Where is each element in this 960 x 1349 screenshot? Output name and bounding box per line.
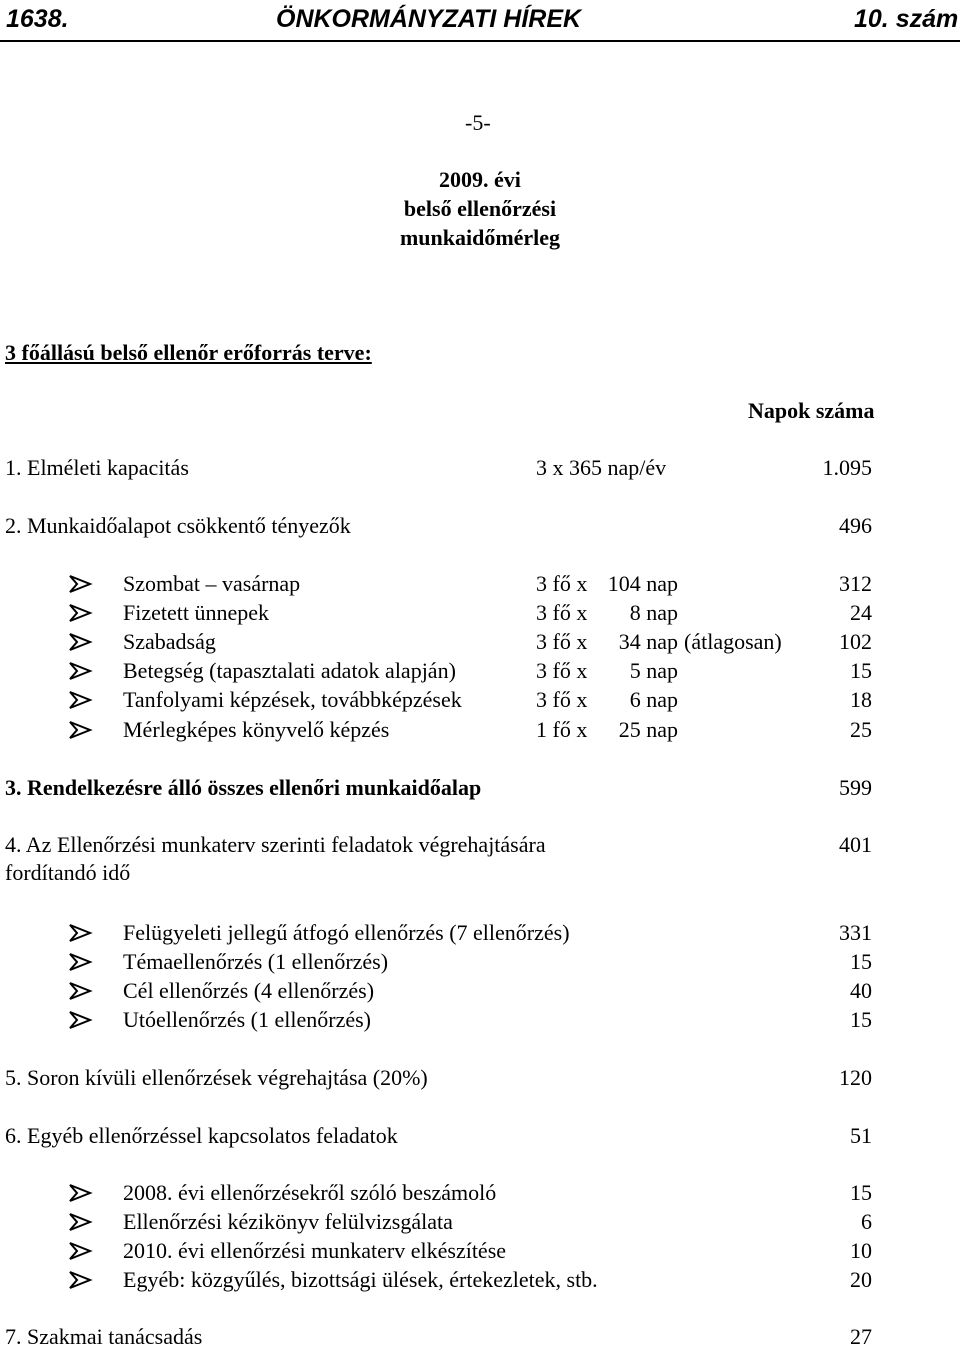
reduction-label: Tanfolyami képzések, továbbképzések bbox=[123, 687, 462, 712]
arrowhead-bullet-icon bbox=[68, 923, 94, 943]
task-label: Utóellenőrzés (1 ellenőrzés) bbox=[123, 1007, 371, 1032]
arrowhead-bullet-icon bbox=[68, 1183, 94, 1203]
task-label: Ellenőrzési kézikönyv felülvizsgálata bbox=[123, 1209, 453, 1234]
item-label-line-2: fordítandó idő bbox=[5, 860, 131, 885]
task-value: 40 bbox=[850, 978, 872, 1003]
reduction-days: 25 nap bbox=[618, 717, 678, 742]
reduction-label: Fizetett ünnepek bbox=[123, 600, 270, 625]
arrowhead-bullet-icon bbox=[68, 690, 94, 710]
arrowhead-bullet-icon bbox=[68, 720, 94, 740]
task-value: 20 bbox=[850, 1267, 872, 1292]
item-value: 496 bbox=[839, 513, 872, 538]
arrowhead-bullet-icon bbox=[68, 574, 94, 594]
reduction-days: 34 nap bbox=[618, 629, 678, 654]
arrowhead-bullet-icon bbox=[68, 981, 94, 1001]
page-header bbox=[0, 0, 960, 42]
reduction-label: Szombat – vasárnap bbox=[123, 571, 301, 596]
reduction-persons: 1 fő x bbox=[536, 717, 588, 742]
publication-title: ÖNKORMÁNYZATI HÍREK bbox=[276, 5, 582, 33]
reduction-value: 24 bbox=[850, 600, 872, 625]
issue-number: 1638. bbox=[6, 5, 69, 33]
arrowhead-bullet-icon bbox=[68, 1270, 94, 1290]
item-value: 1.095 bbox=[822, 455, 872, 480]
task-value: 331 bbox=[839, 920, 872, 945]
item-value: 27 bbox=[850, 1324, 872, 1349]
task-label: Témaellenőrzés (1 ellenőrzés) bbox=[123, 949, 389, 974]
item-label: 5. Soron kívüli ellenőrzések végrehajtása (20%) bbox=[5, 1065, 428, 1090]
arrowhead-bullet-icon bbox=[68, 632, 94, 652]
task-value: 15 bbox=[850, 949, 872, 974]
reduction-days: 6 nap bbox=[629, 687, 678, 712]
reduction-value: 25 bbox=[850, 717, 872, 742]
task-value: 10 bbox=[850, 1238, 872, 1263]
item-value: 51 bbox=[850, 1123, 872, 1148]
item-value: 401 bbox=[839, 832, 872, 857]
reduction-note: (átlagosan) bbox=[684, 629, 782, 654]
item-label: 6. Egyéb ellenőrzéssel kapcsolatos feladatok bbox=[5, 1123, 398, 1148]
task-label: Egyéb: közgyűlés, bizottsági ülések, értekezletek, stb. bbox=[123, 1267, 598, 1292]
task-value: 15 bbox=[850, 1007, 872, 1032]
arrowhead-bullet-icon bbox=[68, 1010, 94, 1030]
arrowhead-bullet-icon bbox=[68, 952, 94, 972]
task-value: 6 bbox=[861, 1209, 872, 1234]
reduction-label: Szabadság bbox=[123, 629, 216, 654]
column-header-days: Napok száma bbox=[748, 398, 875, 423]
reduction-days: 104 nap bbox=[607, 571, 678, 596]
reduction-label: Betegség (tapasztalati adatok alapján) bbox=[123, 658, 456, 683]
reduction-value: 15 bbox=[850, 658, 872, 683]
reduction-value: 18 bbox=[850, 687, 872, 712]
arrowhead-bullet-icon bbox=[68, 603, 94, 623]
title-line-1: 2009. évi bbox=[439, 167, 521, 192]
task-value: 15 bbox=[850, 1180, 872, 1205]
edition-number: 10. szám bbox=[854, 5, 959, 33]
reduction-value: 102 bbox=[839, 629, 872, 654]
task-label: 2010. évi ellenőrzési munkaterv elkészítése bbox=[123, 1238, 507, 1263]
item-value: 120 bbox=[839, 1065, 872, 1090]
arrowhead-bullet-icon bbox=[68, 1241, 94, 1261]
reduction-days: 5 nap bbox=[629, 658, 678, 683]
header-rule bbox=[0, 40, 960, 42]
task-label: Cél ellenőrzés (4 ellenőrzés) bbox=[123, 978, 375, 1003]
item-label: 7. Szakmai tanácsadás bbox=[5, 1324, 203, 1349]
arrowhead-bullet-icon bbox=[68, 661, 94, 681]
reduction-persons: 3 fő x bbox=[536, 600, 588, 625]
reduction-label: Mérlegképes könyvelő képzés bbox=[123, 717, 390, 742]
item-detail: 3 x 365 nap/év bbox=[536, 455, 667, 480]
arrowhead-bullet-icon bbox=[68, 1212, 94, 1232]
reduction-value: 312 bbox=[839, 571, 872, 596]
reduction-days: 8 nap bbox=[629, 600, 678, 625]
item-label: 1. Elméleti kapacitás bbox=[5, 455, 189, 480]
item-label: 2. Munkaidőalapot csökkentő tényezők bbox=[5, 513, 351, 538]
item-label-line-1: 4. Az Ellenőrzési munkaterv szerinti feladatok végrehajtására bbox=[5, 832, 546, 857]
title-line-2: belső ellenőrzési bbox=[403, 196, 557, 221]
task-label: Felügyeleti jellegű átfogó ellenőrzés (7 ellenőrzés) bbox=[123, 920, 570, 945]
subtitle: 3 főállású belső ellenőr erőforrás terve: bbox=[5, 340, 372, 365]
task-label: 2008. évi ellenőrzésekről szóló beszámoló bbox=[123, 1180, 497, 1205]
reduction-persons: 3 fő x bbox=[536, 629, 588, 654]
reduction-persons: 3 fő x bbox=[536, 658, 588, 683]
item-value: 599 bbox=[839, 775, 872, 800]
item-label: 3. Rendelkezésre álló összes ellenőri munkaidőalap bbox=[5, 775, 482, 800]
reduction-persons: 3 fő x bbox=[536, 571, 588, 596]
title-line-3: munkaidőmérleg bbox=[399, 225, 561, 250]
page-number: -5- bbox=[465, 110, 491, 135]
reduction-persons: 3 fő x bbox=[536, 687, 588, 712]
